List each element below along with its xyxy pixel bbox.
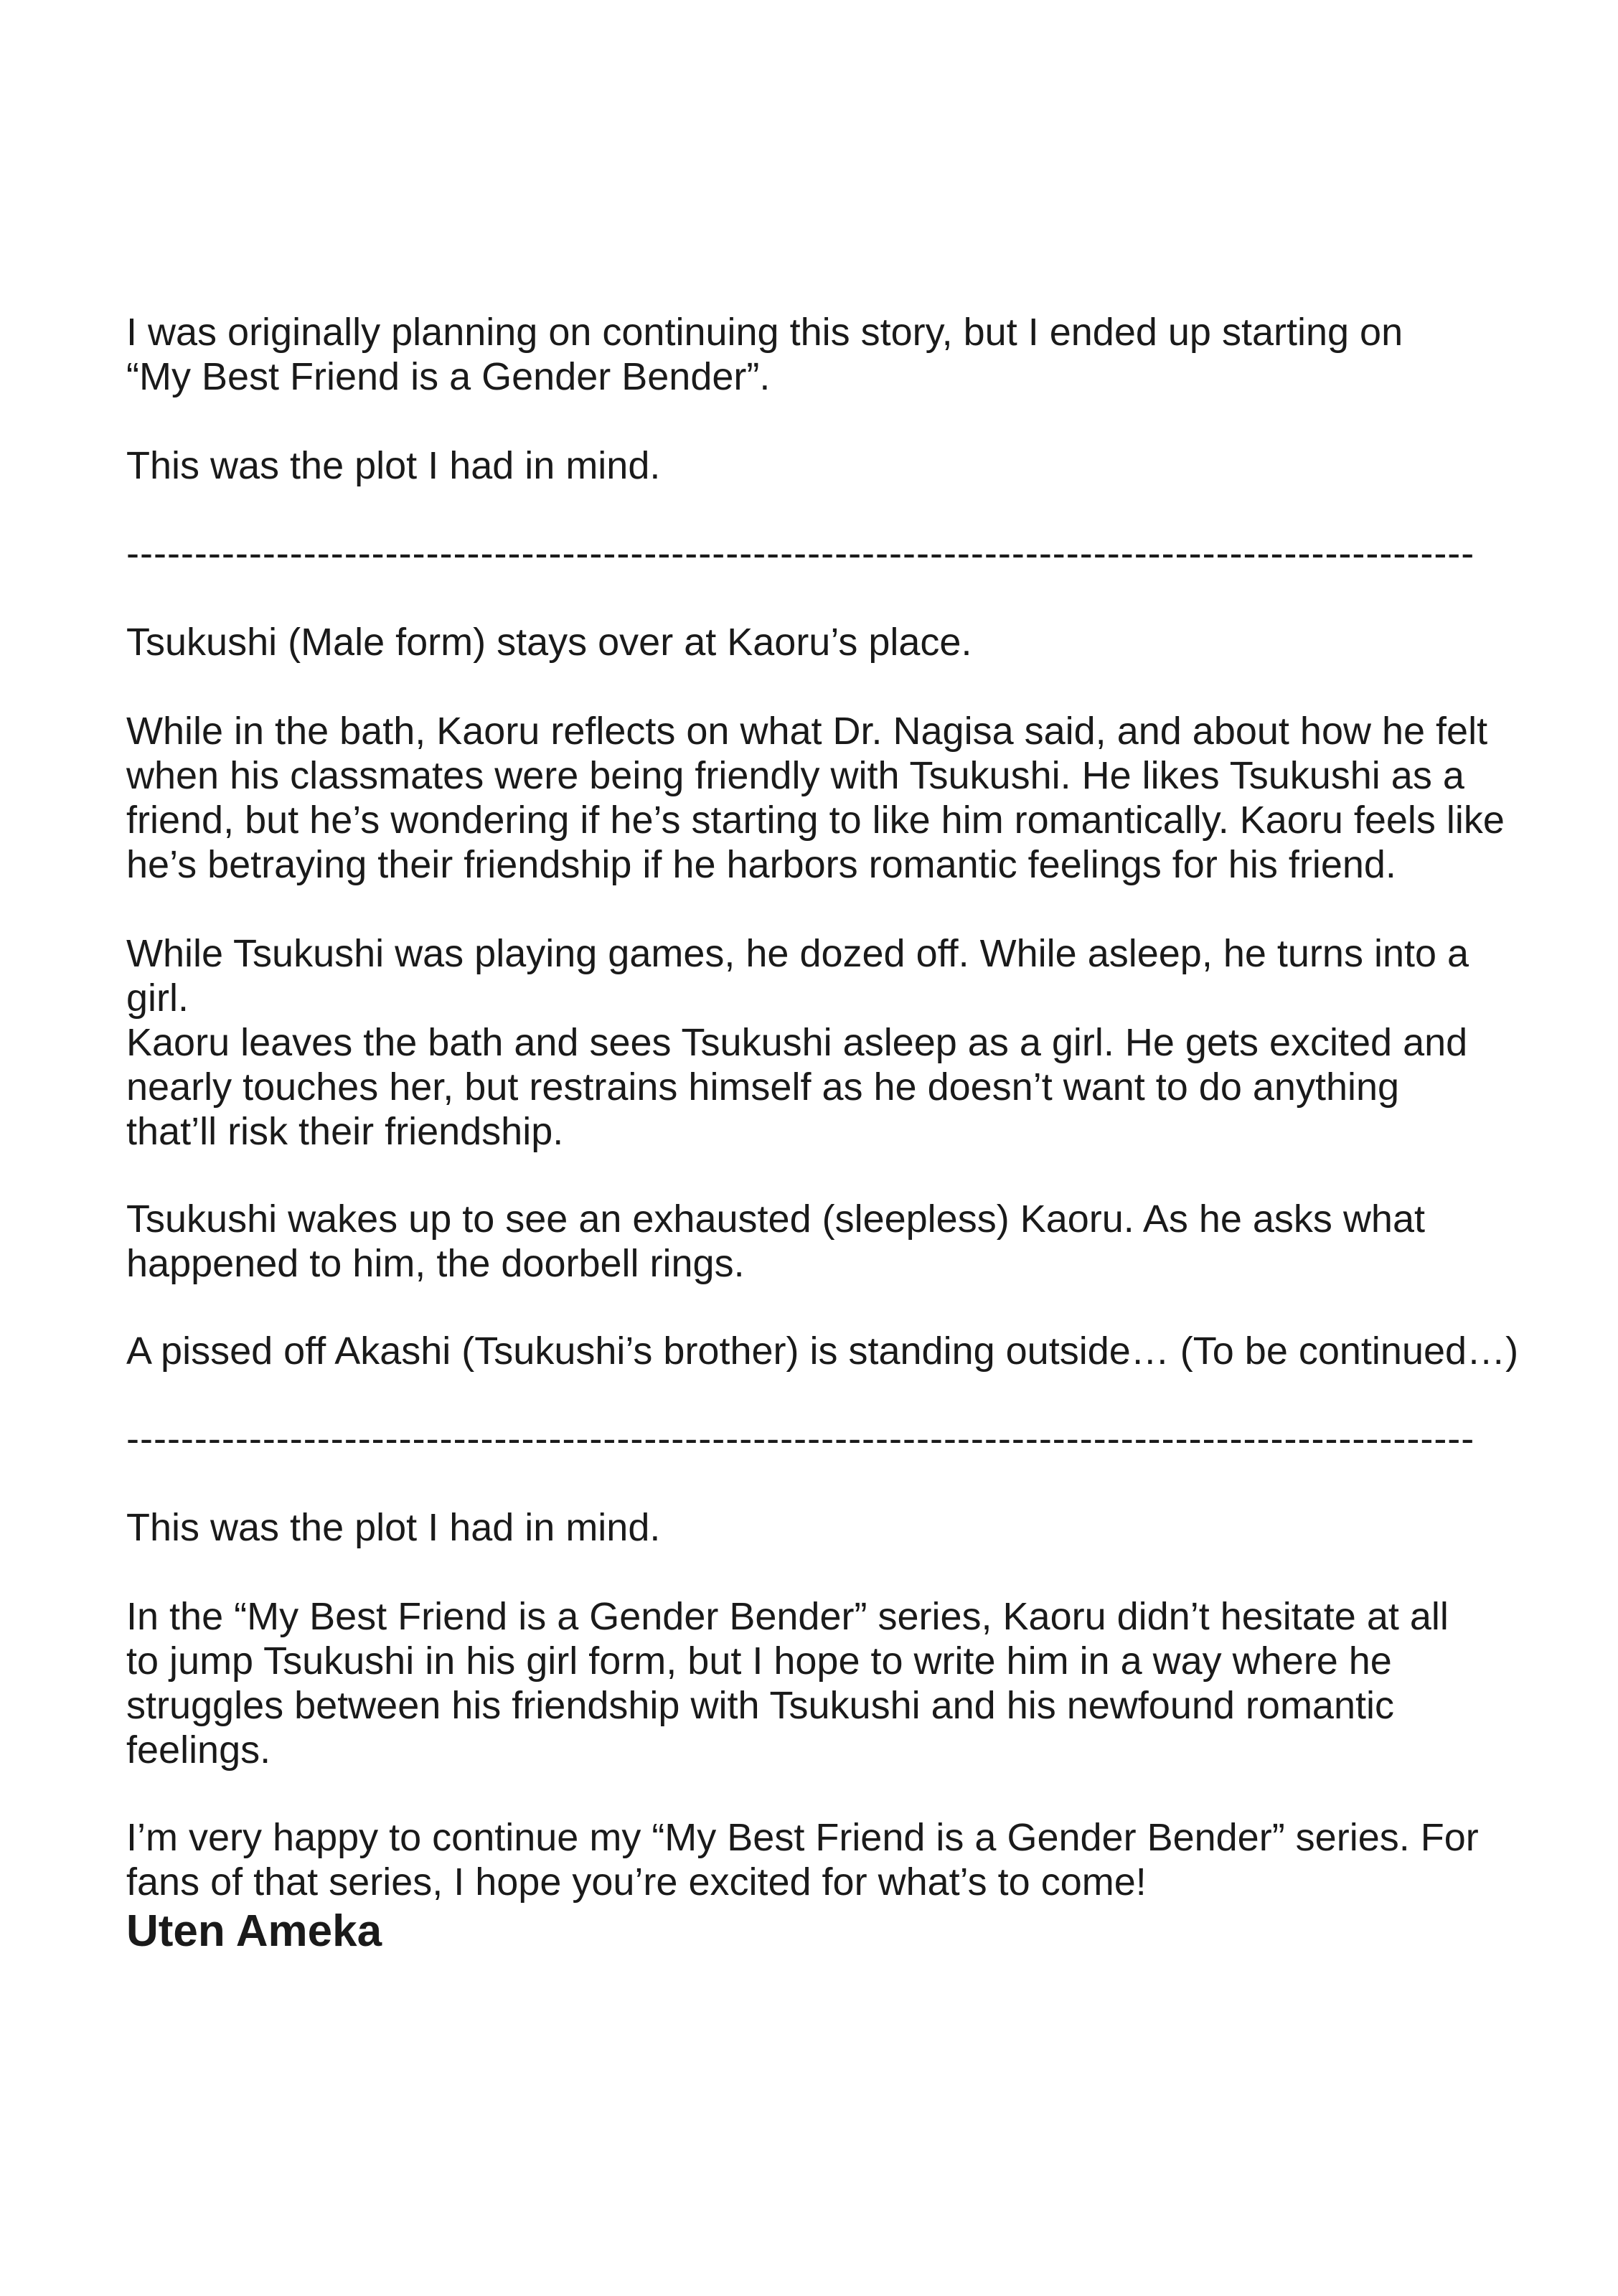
outro-paragraph-3: I’m very happy to continue my “My Best Friend is a Gender Bender” series. For fans of that series, I hope you’re excited for what’s to come! xyxy=(126,1816,1479,1904)
outro-paragraph-2: In the “My Best Friend is a Gender Bender” series, Kaoru didn’t hesitate at all to jump Tsukushi in his girl form, but I hope to write him in a way where he struggles between his friendship with Tsukushi and his newfound romantic feelings. xyxy=(126,1595,1449,1772)
plot-paragraph-2: While in the bath, Kaoru reflects on what Dr. Nagisa said, and about how he felt when his classmates were being friendly with Tsukushi. He likes Tsukushi as a friend, but he’s wondering if he’s starting to like him romantically. Kaoru feels like he’s betraying their friendship if he harbors romantic feelings for his friend. xyxy=(126,710,1505,886)
plot-paragraph-1: Tsukushi (Male form) stays over at Kaoru’s place. xyxy=(126,621,972,664)
author-signature: Uten Ameka xyxy=(126,1906,382,1956)
plot-paragraph-6: A pissed off Akashi (Tsukushi’s brother) is standing outside… (To be continued…) xyxy=(126,1330,1519,1373)
plot-paragraph-5: Tsukushi wakes up to see an exhausted (sleepless) Kaoru. As he asks what happened to him, the doorbell rings. xyxy=(126,1198,1426,1285)
outro-paragraph-1: This was the plot I had in mind. xyxy=(126,1506,661,1549)
intro-paragraph-1: I was originally planning on continuing this story, but I ended up starting on “My Best Friend is a Gender Bender”. xyxy=(126,311,1403,398)
plot-paragraph-3: While Tsukushi was playing games, he dozed off. While asleep, he turns into a girl. xyxy=(126,932,1469,1020)
plot-paragraph-4: Kaoru leaves the bath and sees Tsukushi asleep as a girl. He gets excited and nearly touches her, but restrains himself as he doesn’t want to do anything that’ll risk their friendship. xyxy=(126,1021,1468,1153)
intro-paragraph-2: This was the plot I had in mind. xyxy=(126,444,661,487)
top-divider: --------------------------------------------------------------------------------------------------- xyxy=(126,532,1475,575)
bottom-divider: --------------------------------------------------------------------------------------------------- xyxy=(126,1417,1475,1460)
